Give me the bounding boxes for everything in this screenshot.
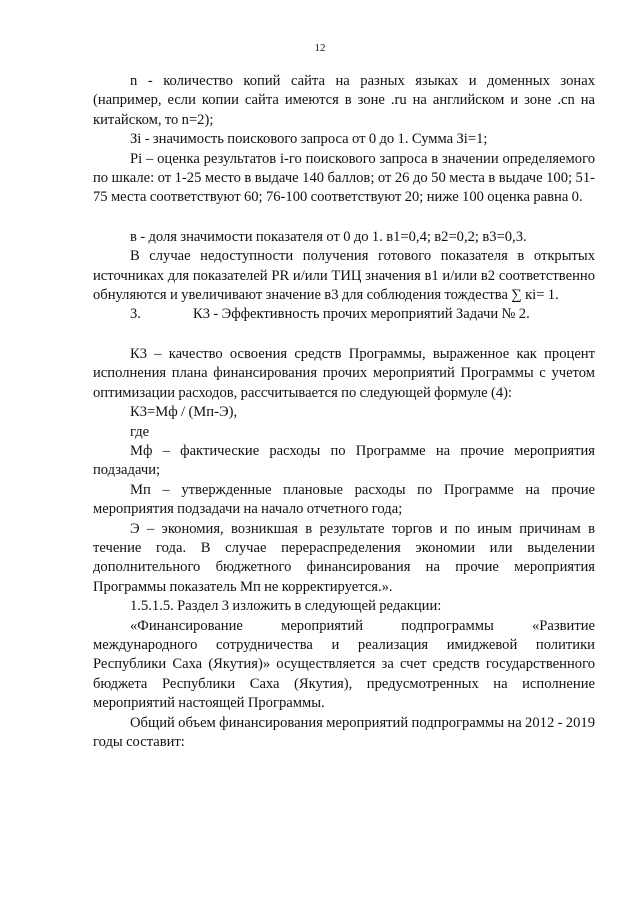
section-number: 3.: [130, 306, 141, 323]
section-title: К3 - Эффективность прочих мероприятий Задачи № 2.: [193, 306, 530, 323]
paragraph-financing-source: «Финансирование мероприятий подпрограммы «Развитие международного сотрудничества и реализация имиджевой политики Республики Саха (Якутия)» осуществляется за счет средств государственного бюджета Республики Саха (Якутия), предусмотренных на исполнение мероприятий настоящей Программы.: [93, 617, 595, 712]
document-body: [93, 72, 595, 752]
paragraph-n-definition: n - количество копий сайта на разных языках и доменных зонах (например, если копии сайта имеются в зоне .ru на английском и зоне .cn на китайском, то n=2);: [93, 73, 595, 128]
formula-where: где: [130, 423, 150, 440]
paragraph-e-definition: Э – экономия, возникшая в результате торгов и по иным причинам в течение года. В случае перераспределения экономии или выделении дополнительного бюджетного финансирования на прочие мероприятия Программы показатель Мп не корректируется.».: [93, 520, 595, 595]
page-number: 12: [314, 42, 326, 54]
paragraph-pi-definition: Pi – оценка результатов i-го поискового запроса в значении определяемого по шкале: от 1-25 место в выдаче 140 баллов; от 26 до 50 места в выдаче 100; 51-75 места соответствуют 60; 76-100 соответствуют 20; ниже 100 оценка равна 0.: [93, 150, 595, 206]
section-heading: [93, 305, 595, 324]
paragraph-section3-instruction: 1.5.1.5. Раздел 3 изложить в следующей редакции:: [130, 598, 442, 615]
paragraph-mf-definition: Мф – фактические расходы по Программе на прочие мероприятия подзадачи;: [93, 442, 595, 479]
paragraph-k3-definition: К3 – качество освоения средств Программы, выраженное как процент исполнения плана финансирования прочих мероприятий Программы с учетом оптимизации расходов, рассчитывается по следующей формуле (4):: [93, 345, 595, 401]
paragraph-v-definition: в - доля значимости показателя от 0 до 1. в1=0,4; в2=0,2; в3=0,3.: [130, 228, 527, 245]
formula: К3=Мф / (Мп-Э),: [130, 404, 238, 421]
paragraph-unavailability-note: В случае недоступности получения готового показателя в открытых источниках для показателей PR и/или ТИЦ значения в1 и/или в2 соответственно обнуляются и увеличивают значение в3 для соблюдения тождества ∑ кi= 1.: [93, 248, 595, 304]
paragraph-financing-total: Общий объем финансирования мероприятий подпрограммы на 2012 - 2019 годы составит:: [93, 714, 595, 750]
paragraph-zi-definition: Зi - значимость поискового запроса от 0 до 1. Сумма Зi=1;: [130, 131, 488, 148]
paragraph-mp-definition: Мп – утвержденные плановые расходы по Программе на прочие мероприятия подзадачи на начало отчетного года;: [93, 481, 595, 518]
